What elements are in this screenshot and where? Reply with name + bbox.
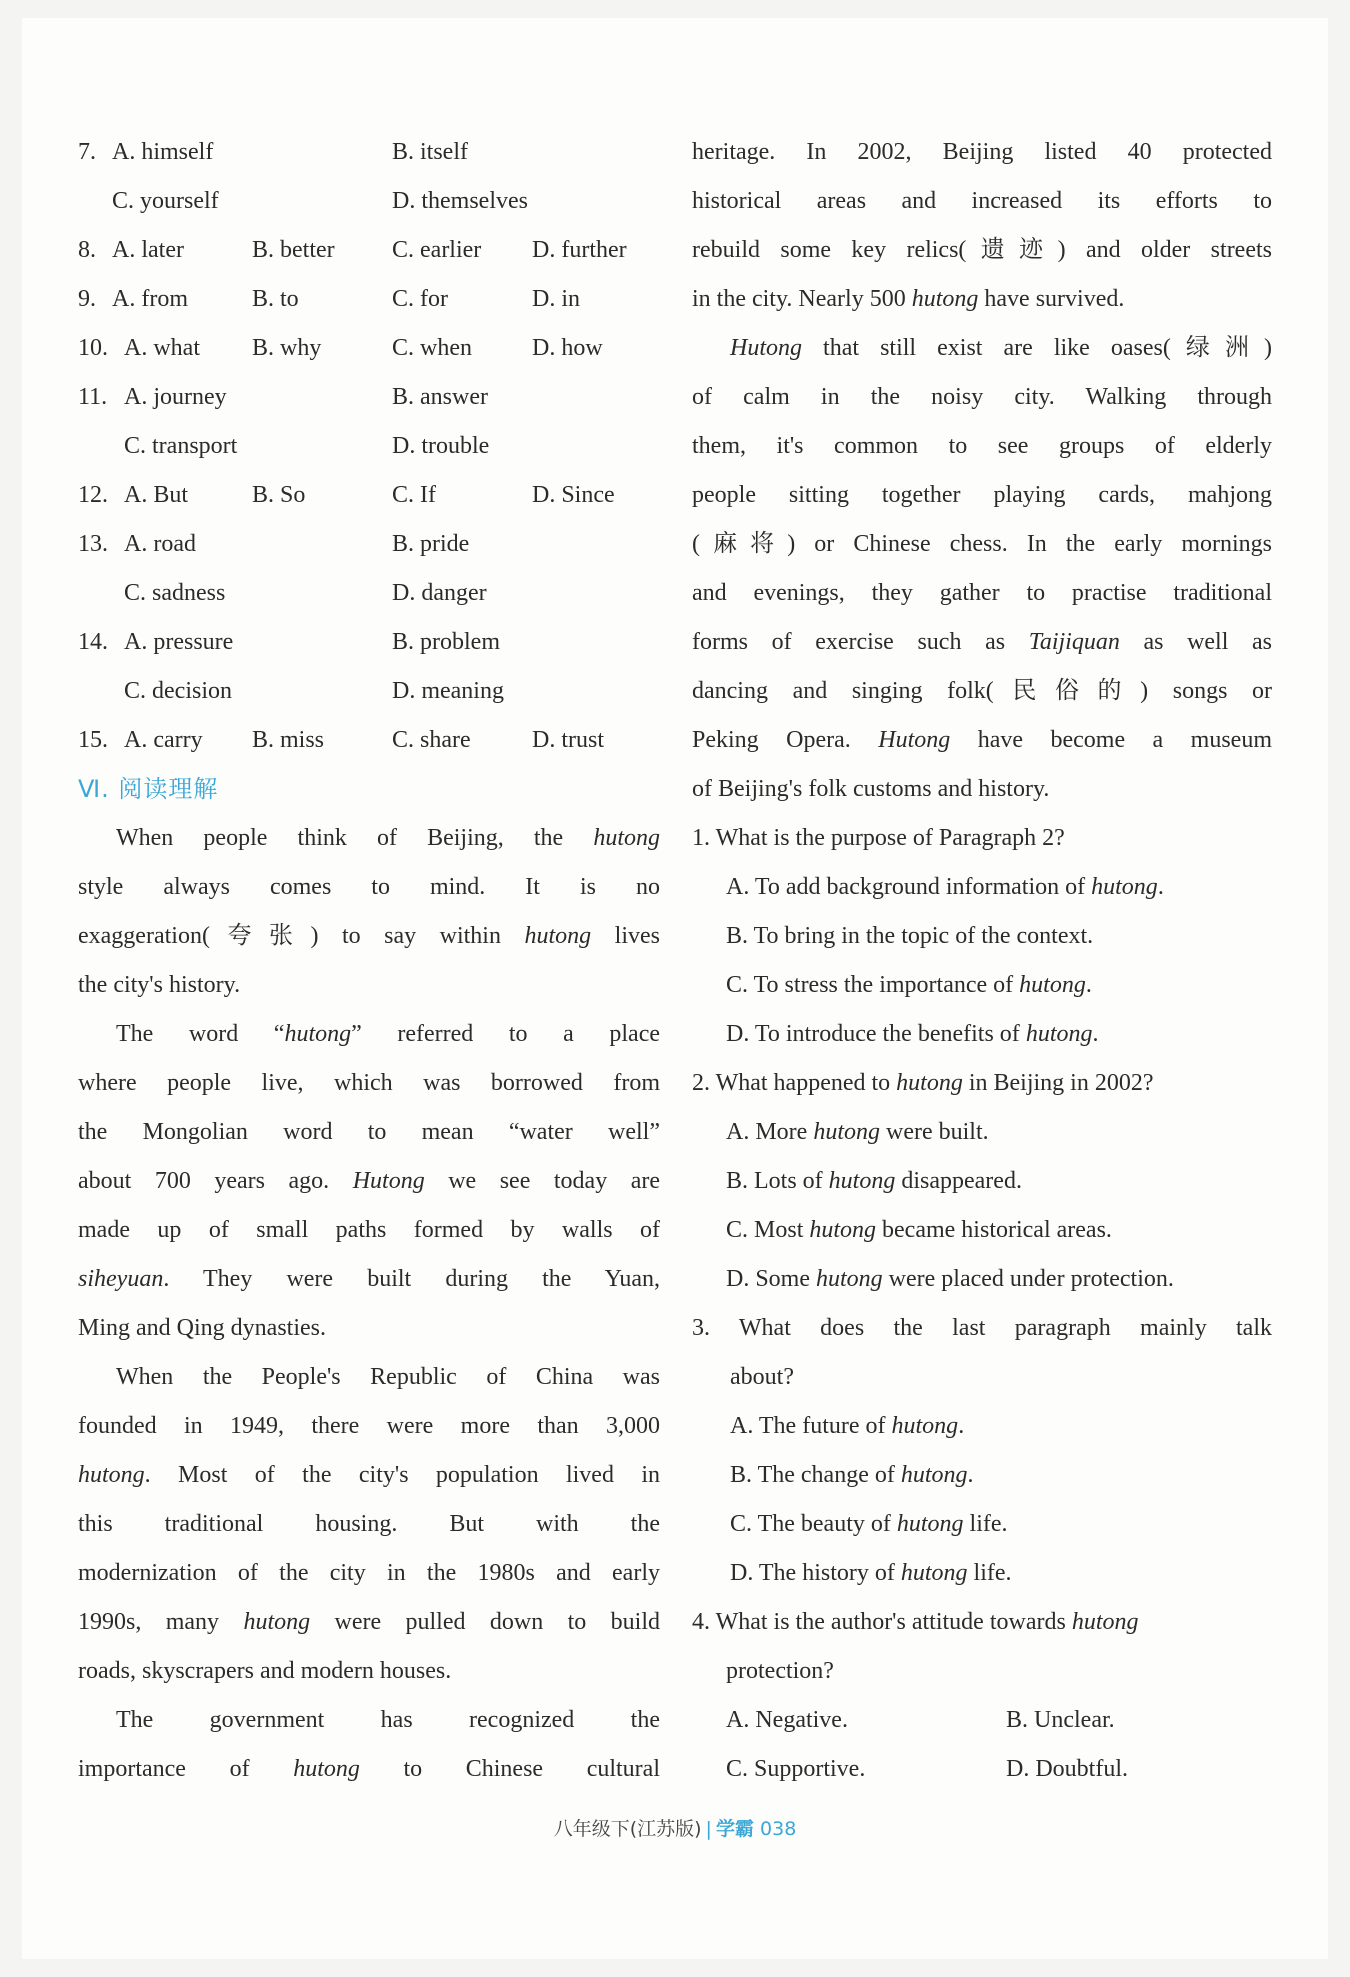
cloze-question-13-cont bbox=[78, 569, 660, 618]
question-4-options-ab bbox=[692, 1696, 1272, 1745]
option-d: D. Doubtful. bbox=[1006, 1756, 1128, 1782]
passage-line: Peking Opera. Hutong have become a museum bbox=[692, 727, 1272, 753]
passage-line: exaggeration(夸张) to say within hutong lives bbox=[78, 923, 661, 949]
option-d: D. trouble bbox=[392, 433, 490, 459]
question-3-option-a: A. The future of hutong. bbox=[730, 1413, 965, 1439]
passage-line: in the city. Nearly 500 hutong have survived. bbox=[692, 286, 1125, 312]
passage-line: of Beijing's folk customs and history. bbox=[692, 776, 1050, 802]
cloze-question-7-cont bbox=[78, 177, 660, 226]
option-b: B. miss bbox=[252, 727, 325, 753]
option-a: A. himself bbox=[112, 139, 214, 165]
option-d: D. danger bbox=[392, 580, 487, 606]
passage-line: founded in 1949, there were more than 3,000 bbox=[78, 1413, 660, 1439]
question-1-option-a: A. To add background information of hutong. bbox=[726, 874, 1164, 900]
question-3-stem: 3. What does the last paragraph mainly talk bbox=[692, 1315, 1272, 1341]
passage-line: importance of hutong to Chinese cultural bbox=[78, 1756, 660, 1782]
passage-line: Ming and Qing dynasties. bbox=[78, 1315, 326, 1341]
passage-line: (麻将) or Chinese chess. In the early mornings bbox=[692, 531, 1272, 557]
option-c: C. share bbox=[392, 727, 471, 753]
option-c: C. earlier bbox=[392, 237, 482, 263]
option-d: D. trust bbox=[532, 727, 604, 753]
option-d: D. how bbox=[532, 335, 603, 361]
passage-line: hutong. Most of the city's population lived in bbox=[78, 1462, 660, 1488]
passage-line: made up of small paths formed by walls of bbox=[78, 1217, 660, 1243]
passage-line: The word “hutong” referred to a place bbox=[116, 1021, 660, 1047]
cloze-question-15 bbox=[78, 716, 660, 765]
option-c: C. yourself bbox=[112, 188, 219, 214]
option-d: D. Since bbox=[532, 482, 615, 508]
option-a: A. road bbox=[124, 531, 196, 557]
option-b: B. why bbox=[252, 335, 322, 361]
option-c: C. If bbox=[392, 482, 436, 508]
question-1-option-b: B. To bring in the topic of the context. bbox=[726, 923, 1094, 949]
cloze-question-11-cont bbox=[78, 422, 660, 471]
question-3-option-d: D. The history of hutong life. bbox=[730, 1560, 1012, 1586]
question-number: 9. bbox=[78, 286, 96, 312]
question-number: 7. bbox=[78, 139, 96, 165]
footer-grade: 八年级下(江苏版) bbox=[553, 1818, 702, 1840]
passage-line: The government has recognized the bbox=[116, 1707, 660, 1733]
passage-line: about 700 years ago. Hutong we see today are bbox=[78, 1168, 661, 1194]
page-number: 038 bbox=[760, 1818, 797, 1840]
passage-line: modernization of the city in the 1980s and early bbox=[78, 1560, 660, 1586]
option-b: B. better bbox=[252, 237, 335, 263]
option-b: B. itself bbox=[392, 139, 468, 165]
option-c: C. Supportive. bbox=[726, 1756, 866, 1782]
option-d: D. themselves bbox=[392, 188, 528, 214]
passage-line: forms of exercise such as Taijiquan as well as bbox=[692, 629, 1273, 655]
option-a: A. from bbox=[112, 286, 188, 312]
passage-line: historical areas and increased its efforts to bbox=[692, 188, 1272, 214]
page-footer bbox=[0, 1814, 1350, 1841]
question-number: 10. bbox=[78, 335, 108, 361]
option-a: A. Negative. bbox=[726, 1707, 848, 1733]
option-d: D. meaning bbox=[392, 678, 504, 704]
option-c: C. when bbox=[392, 335, 472, 361]
option-b: B. So bbox=[252, 482, 306, 508]
cloze-question-12 bbox=[78, 471, 660, 520]
question-number: 8. bbox=[78, 237, 96, 263]
passage-line: them, it's common to see groups of elderly bbox=[692, 433, 1272, 459]
passage-line: rebuild some key relics(遗迹) and older streets bbox=[692, 237, 1272, 263]
option-b: B. pride bbox=[392, 531, 470, 557]
option-c: C. sadness bbox=[124, 580, 226, 606]
right-column bbox=[692, 128, 1272, 1794]
option-b: B. problem bbox=[392, 629, 500, 655]
option-a: A. pressure bbox=[124, 629, 234, 655]
passage-line: people sitting together playing cards, mahjong bbox=[692, 482, 1272, 508]
option-a: A. journey bbox=[124, 384, 227, 410]
passage-line: where people live, which was borrowed from bbox=[78, 1070, 660, 1096]
cloze-question-9 bbox=[78, 275, 660, 324]
question-4-options-cd bbox=[692, 1745, 1272, 1794]
footer-separator: | bbox=[705, 1818, 712, 1840]
question-3-option-b: B. The change of hutong. bbox=[730, 1462, 974, 1488]
cloze-question-7 bbox=[78, 128, 660, 177]
question-2-option-a: A. More hutong were built. bbox=[726, 1119, 989, 1145]
passage-line: 1990s, many hutong were pulled down to build bbox=[78, 1609, 660, 1635]
question-number: 15. bbox=[78, 727, 108, 753]
question-1-option-c: C. To stress the importance of hutong. bbox=[726, 972, 1092, 998]
question-4-stem-cont: protection? bbox=[726, 1658, 834, 1684]
passage-line: heritage. In 2002, Beijing listed 40 protected bbox=[692, 139, 1272, 165]
option-c: C. transport bbox=[124, 433, 238, 459]
question-number: 13. bbox=[78, 531, 108, 557]
option-d: D. further bbox=[532, 237, 627, 263]
question-number: 14. bbox=[78, 629, 108, 655]
question-4-stem: 4. What is the author's attitude towards hutong bbox=[692, 1609, 1139, 1635]
question-3-stem-cont: about? bbox=[730, 1364, 794, 1390]
left-column bbox=[78, 128, 660, 1794]
passage-line: roads, skyscrapers and modern houses. bbox=[78, 1658, 452, 1684]
question-number: 11. bbox=[78, 384, 108, 410]
option-b: B. answer bbox=[392, 384, 488, 410]
cloze-question-11 bbox=[78, 373, 660, 422]
question-2-option-c: C. Most hutong became historical areas. bbox=[726, 1217, 1112, 1243]
question-2-stem: 2. What happened to hutong in Beijing in 2002? bbox=[692, 1070, 1154, 1096]
cloze-question-8 bbox=[78, 226, 660, 275]
option-c: C. decision bbox=[124, 678, 232, 704]
passage-line: the city's history. bbox=[78, 972, 241, 998]
section-title-reading: Ⅵ. 阅读理解 bbox=[78, 775, 219, 803]
question-1-option-d: D. To introduce the benefits of hutong. bbox=[726, 1021, 1099, 1047]
cloze-question-13 bbox=[78, 520, 660, 569]
question-2-option-d: D. Some hutong were placed under protection. bbox=[726, 1266, 1174, 1292]
question-1-stem: 1. What is the purpose of Paragraph 2? bbox=[692, 825, 1065, 851]
question-3-option-c: C. The beauty of hutong life. bbox=[730, 1511, 1008, 1537]
passage-line: this traditional housing. But with the bbox=[78, 1511, 660, 1537]
option-b: B. Unclear. bbox=[1006, 1707, 1115, 1733]
question-number: 12. bbox=[78, 482, 108, 508]
passage-line: style always comes to mind. It is no bbox=[78, 874, 660, 900]
footer-brand: 学霸 bbox=[715, 1818, 754, 1840]
option-a: A. what bbox=[124, 335, 200, 361]
passage-line: the Mongolian word to mean “water well” bbox=[78, 1119, 660, 1145]
passage-line: and evenings, they gather to practise traditional bbox=[692, 580, 1272, 606]
passage-line: When people think of Beijing, the hutong bbox=[116, 825, 660, 851]
option-c: C. for bbox=[392, 286, 448, 312]
cloze-question-14 bbox=[78, 618, 660, 667]
passage-line: dancing and singing folk(民俗的) songs or bbox=[692, 678, 1272, 704]
option-a: A. later bbox=[112, 237, 184, 263]
option-a: A. But bbox=[124, 482, 189, 508]
option-b: B. to bbox=[252, 286, 299, 312]
question-2-option-b: B. Lots of hutong disappeared. bbox=[726, 1168, 1022, 1194]
passage-line: of calm in the noisy city. Walking through bbox=[692, 384, 1272, 410]
cloze-question-10 bbox=[78, 324, 660, 373]
option-d: D. in bbox=[532, 286, 580, 312]
passage-line: When the People's Republic of China was bbox=[116, 1364, 660, 1390]
option-a: A. carry bbox=[124, 727, 203, 753]
passage-line: Hutong that still exist are like oases(绿洲) bbox=[730, 335, 1272, 361]
cloze-question-14-cont bbox=[78, 667, 660, 716]
passage-line: siheyuan. They were built during the Yuan, bbox=[78, 1266, 660, 1292]
